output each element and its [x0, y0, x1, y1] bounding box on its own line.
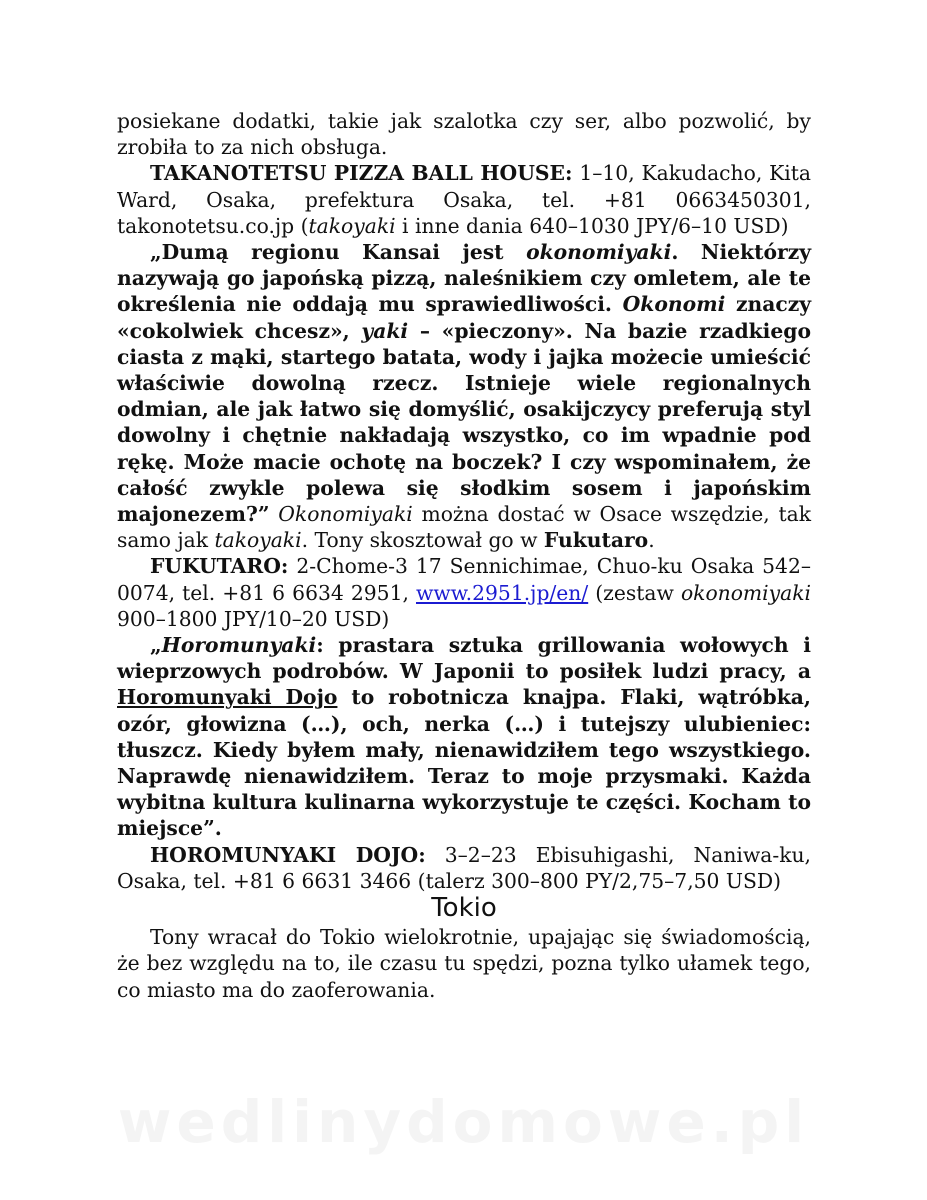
- section-heading-tokio: Tokio: [431, 893, 497, 924]
- quote-text: znaczy «cokolwiek chcesz»,: [117, 292, 811, 343]
- watermark: wedlinydomowe.pl: [117, 1088, 810, 1156]
- dish-name: Okonomiyaki: [278, 502, 413, 527]
- fukutaro-website-link[interactable]: www.2951.jp/en/: [416, 580, 589, 605]
- venue-price: 900–1800 JPY/10–20 USD): [117, 606, 390, 631]
- venue-address: 3–2–23 Ebisuhigashi, Naniwa-ku, Osaka, tel. +81 6 6631 3466 (talerz 300–800 PY/2,75–7,50 USD): [117, 842, 811, 893]
- quote-okonomiyaki: [117, 239, 811, 553]
- paragraph-text: posiekane dodatki, takie jak szalotka czy ser, albo pozwolić, by zrobiła to za nich obsługa.: [117, 109, 811, 160]
- venue-address: 1–10, Kakudacho, Kita Ward, Osaka, prefektura Osaka, tel. +81 0663450301, takonotetsu.co.jp (: [117, 161, 812, 238]
- restaurant-name: Fukutaro: [543, 528, 649, 553]
- paragraph-toppings: [117, 108, 811, 160]
- quote-italic-term: Horomunyaki: [161, 633, 317, 658]
- venue-horomunyaki-dojo: [117, 842, 811, 894]
- dish-name: okonomiyaki: [680, 580, 811, 605]
- venue-address: 2-Chome-3 17 Sennichimae, Chuo-ku Osaka 542–0074, tel. +81 6 6634 2951,: [117, 554, 811, 605]
- quote-text: to robotnicza knajpa. Flaki, wątróbka, ozór, głowizna (…), och, nerka (…) i tutejszy ulubieniec: tłuszcz. Kiedy byłem mały, nienawidziłem tego wszystkiego. Naprawdę nienawidziłem. Teraz to moje przysmaki. Każda wybitna kultura kulinarna wykorzystuje te części. Kocham to miejsce”.: [117, 685, 811, 841]
- dish-name: takoyaki: [308, 213, 396, 238]
- venue-takanotetsu: [117, 160, 811, 239]
- paragraph-text: . Tony skosztował go w: [301, 528, 544, 553]
- dish-name: takoyaki: [214, 528, 302, 553]
- quote-text: „: [150, 633, 162, 658]
- quote-italic-term: Okonomi: [622, 292, 726, 317]
- horomunyaki-dojo-link[interactable]: Horomunyaki Dojo: [117, 685, 338, 710]
- venue-fukutaro: [117, 553, 811, 632]
- paragraph-tokio: [117, 924, 811, 1003]
- venue-name: FUKUTARO:: [150, 554, 289, 579]
- paragraph-text: .: [648, 528, 655, 553]
- venue-set-label: (zestaw: [588, 580, 681, 605]
- quote-italic-term: okonomiyaki: [526, 240, 672, 265]
- quote-text: – «pieczony». Na bazie rzadkiego ciasta z mąki, startego batata, wody i jajka możecie umieścić właściwie dowolną rzecz. Istnieje wiele regionalnych odmian, ale jak łatwo się domyślić, osakijczycy preferują styl dowolny i chętnie nakładają wszystko, co im wpadnie pod rękę. Może macie ochotę na boczek? I czy wspominałem, że całość zwykle polewa się słodkim sosem i japońskim majonezem?”: [117, 318, 811, 527]
- paragraph-text: można dostać w Osace wszędzie, tak samo jak: [117, 502, 811, 553]
- quote-italic-term: yaki: [361, 318, 409, 343]
- quote-horomunyaki: [117, 632, 811, 842]
- venue-name: TAKANOTETSU PIZZA BALL HOUSE:: [150, 161, 573, 186]
- venue-name: HOROMUNYAKI DOJO:: [150, 842, 426, 867]
- quote-text: : prastara sztuka grillowania wołowych i wieprzowych podrobów. W Japonii to posiłek ludzi pracy, a: [117, 633, 811, 684]
- venue-price: i inne dania 640–1030 JPY/6–10 USD): [395, 213, 789, 238]
- quote-text: „Dumą regionu Kansai jest: [150, 240, 527, 265]
- paragraph-text: [270, 502, 279, 526]
- paragraph-text: Tony wracał do Tokio wielokrotnie, upajając się świadomością, że bez względu na to, ile czasu tu spędzi, pozna tylko ułamek tego, co miasto ma do zaoferowania.: [117, 925, 811, 1002]
- quote-text: . Niektórzy nazywają go japońską pizzą, naleśnikiem czy omletem, ale te określenia nie oddają mu sprawiedliwości.: [117, 240, 811, 317]
- page-body: [117, 108, 811, 1003]
